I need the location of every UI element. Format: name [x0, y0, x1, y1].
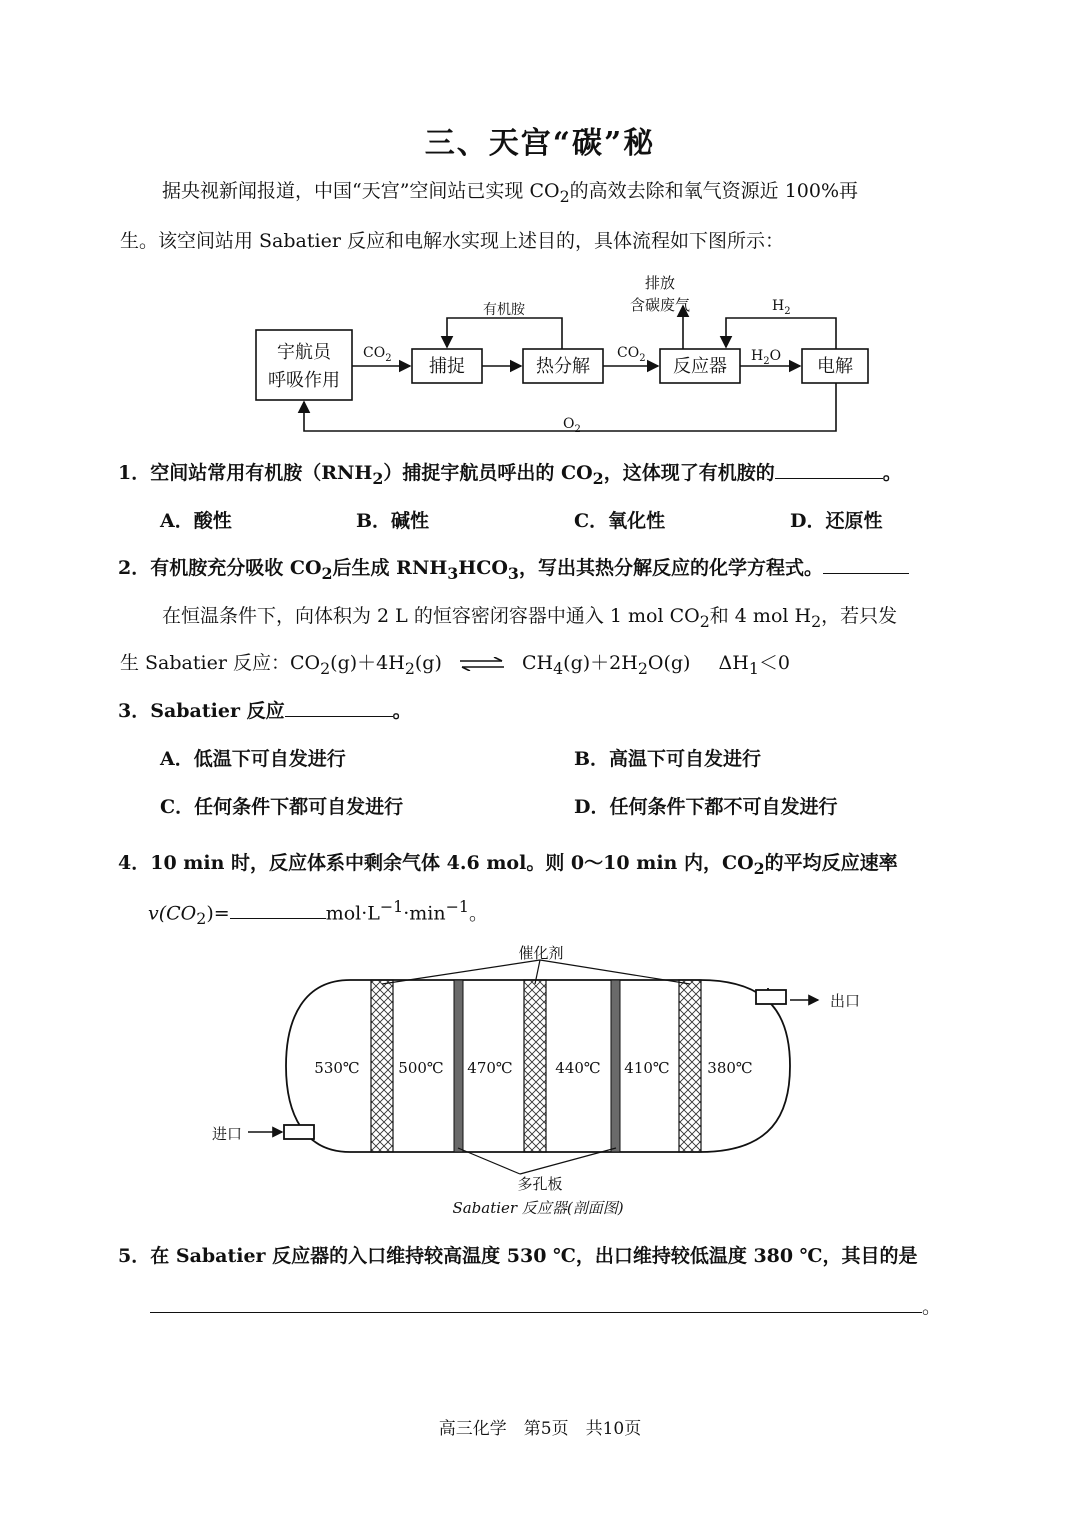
question-5: 5．在 Sabatier 反应器的入口维持较高温度 530 ℃，出口维持较低温度 380 ℃，其目的是: [118, 1245, 918, 1267]
plate-label: 多孔板: [517, 1175, 563, 1193]
q1-option-b[interactable]: B．碱性: [356, 510, 430, 532]
box3-label: 热分解: [536, 356, 590, 377]
box5-label: 电解: [817, 356, 853, 377]
q3-answer-blank[interactable]: [285, 698, 393, 717]
box1-label-1: 宇航员: [277, 342, 331, 363]
outlet-pipe: [756, 990, 786, 1004]
catalyst-bed-3: [679, 980, 701, 1152]
q1-answer-blank[interactable]: [775, 460, 883, 479]
box2-label: 捕捉: [429, 356, 465, 377]
intro-line-2: 生。该空间站用 Sabatier 反应和电解水实现上述目的，具体流程如下图所示：: [120, 230, 784, 252]
reactor-caption: Sabatier 反应器(剖面图): [452, 1199, 624, 1217]
outlet-label: 出口: [830, 992, 861, 1010]
intro-line-1: 据央视新闻报道，中国“天宫”空间站已实现 $CO_2$的高效去除和氧气资源近 100%再: [162, 180, 859, 206]
arrow-h2: [726, 318, 836, 349]
temp-500: 500℃: [398, 1059, 444, 1077]
condition-line-1: 在恒温条件下，向体积为 2 L 的恒容密闭容器中通入 1 mol $CO_2$和 4 mol $H_2$，若只发: [162, 605, 898, 631]
emit-label-1: 排放: [644, 274, 676, 292]
temp-410: 410℃: [624, 1059, 670, 1077]
co2-label-2: $CO_2$: [617, 345, 646, 364]
amine-label: 有机胺: [483, 302, 525, 318]
q2-answer-blank[interactable]: [823, 555, 909, 574]
h2o-label: $H_2O$: [751, 348, 782, 367]
q3-option-d[interactable]: D．任何条件下都不可自发进行: [574, 796, 838, 818]
q4-answer-blank[interactable]: [230, 900, 326, 919]
question-4-rate: $v(CO_2)= mol\cdot L^{-1}\cdot\min^{-1}$。: [148, 897, 488, 929]
q1-option-c[interactable]: C．氧化性: [574, 510, 666, 532]
box1-label-2: 呼吸作用: [268, 370, 340, 391]
q3-option-a[interactable]: A．低温下可自发进行: [160, 748, 346, 770]
question-1: 1．空间站常用有机胺$(RNH_2)$捕捉宇航员呼出的 $CO_2$，这体现了有机胺的 。: [118, 462, 902, 488]
temp-380: 380℃: [707, 1059, 753, 1077]
q1-option-a[interactable]: A．酸性: [160, 510, 232, 532]
question-2: 2．有机胺充分吸收 $CO_2$后生成 $RNH_3HCO_3$，写出其热分解反应的化学方程式。: [118, 553, 909, 583]
condition-line-2: 生 Sabatier 反应：$CO_2(g)+4H_2(g)$ $CH_4(g)+2H_2O(g)$ $\Delta H_1<0$: [120, 652, 790, 678]
h2-label: $H_2$: [772, 298, 791, 317]
inlet-label: 进口: [212, 1125, 243, 1143]
reactor-diagram: [200, 938, 880, 1220]
q3-option-b[interactable]: B．高温下可自发进行: [574, 748, 762, 770]
catalyst-bed-2: [524, 980, 546, 1152]
q5-answer-blank[interactable]: [150, 1294, 922, 1313]
inlet-pipe: [284, 1125, 314, 1139]
flow-diagram: [240, 268, 880, 440]
temp-530: 530℃: [314, 1059, 360, 1077]
arrow-amine-loop: [447, 318, 562, 349]
page-footer: 高三化学 第5页 共10页: [438, 1419, 642, 1439]
q1-option-d[interactable]: D．还原性: [790, 510, 883, 532]
q3-option-c[interactable]: C．任何条件下都可自发进行: [160, 796, 404, 818]
q5-answer-line[interactable]: 。: [150, 1292, 941, 1319]
equilibrium-arrow-icon: [458, 657, 506, 671]
catalyst-bed-1: [371, 980, 393, 1152]
page-title: 三、天宫“碳”秘: [424, 126, 656, 161]
porous-plate-1: [454, 980, 463, 1152]
co2-label-1: $CO_2$: [363, 345, 392, 364]
porous-plate-2: [611, 980, 620, 1152]
temp-440: 440℃: [555, 1059, 601, 1077]
o2-label: $O_2$: [563, 416, 581, 435]
box4-label: 反应器: [673, 356, 727, 377]
temp-470: 470℃: [467, 1059, 513, 1077]
catalyst-label: 催化剂: [518, 944, 564, 962]
question-4: 4．10 min 时，反应体系中剩余气体 4.6 mol。则 0～10 min 内，$CO_2$的平均反应速率: [118, 852, 898, 878]
emit-label-2: 含碳废气: [629, 296, 691, 314]
question-3: 3．Sabatier 反应 。: [118, 700, 412, 722]
